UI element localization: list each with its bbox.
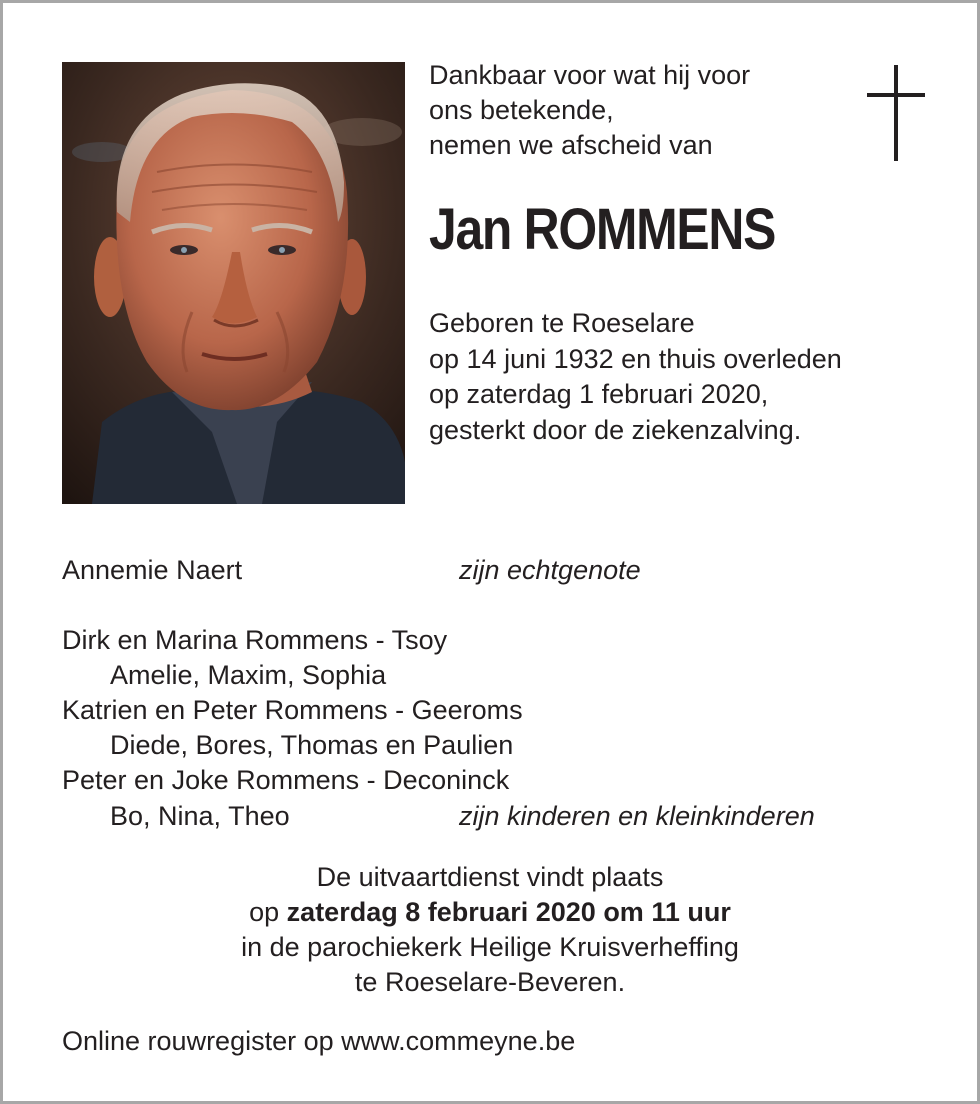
online-register: Online rouwregister op www.commeyne.be xyxy=(62,1026,576,1056)
birth-line: op zaterdag 1 februari 2020, xyxy=(429,379,769,409)
service-location: te Roeselare-Beveren. xyxy=(354,967,626,997)
grandchildren-line: Diede, Bores, Thomas en Paulien xyxy=(110,730,514,760)
service-prefix: op xyxy=(249,897,287,927)
cross-icon xyxy=(867,65,925,161)
service-date: zaterdag 8 februari 2020 om 11 uur xyxy=(286,897,731,927)
service-datetime xyxy=(3,895,977,930)
grandchildren-line: Amelie, Maxim, Sophia xyxy=(110,660,387,690)
intro-line: Dankbaar voor wat hij voor xyxy=(429,60,751,90)
service-line: De uitvaartdienst vindt plaats xyxy=(316,862,664,892)
family-line: Katrien en Peter Rommens - Geeroms xyxy=(62,695,523,725)
grandchildren-line: Bo, Nina, Theo xyxy=(110,801,290,831)
birth-line: op 14 juni 1932 en thuis overleden xyxy=(429,343,842,374)
intro-line: ons betekende, xyxy=(429,95,614,125)
service-church: in de parochiekerk Heilige Kruisverheffing xyxy=(241,932,739,962)
intro-text xyxy=(429,58,750,163)
birth-line: gesterkt door de ziekenzalving. xyxy=(429,414,802,445)
family-line: Peter en Joke Rommens - Deconinck xyxy=(62,765,510,795)
portrait-photo xyxy=(62,62,405,504)
deceased-name: Jan ROMMENS xyxy=(429,197,776,262)
family-line: Dirk en Marina Rommens - Tsoy xyxy=(62,625,448,655)
spouse-name: Annemie Naert xyxy=(62,555,243,585)
birth-line: Geboren te Roeselare xyxy=(429,308,695,338)
birth-details xyxy=(429,306,842,448)
spouse-role: zijn echtgenote xyxy=(459,555,641,585)
intro-line: nemen we afscheid van xyxy=(429,130,713,160)
children-role: zijn kinderen en kleinkinderen xyxy=(459,801,815,831)
